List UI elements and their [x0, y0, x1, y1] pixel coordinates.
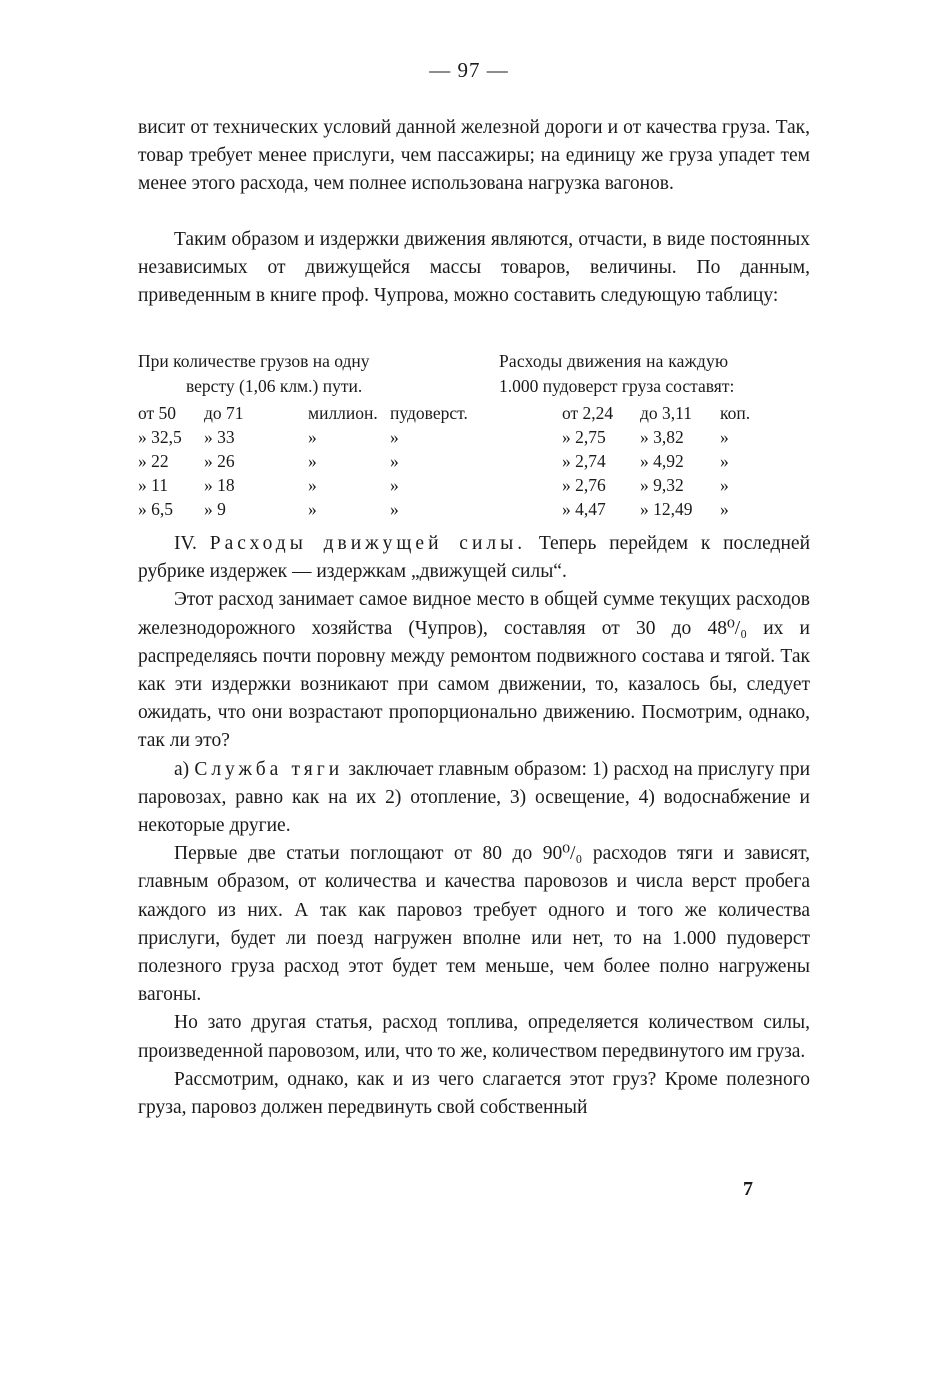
cell-cost-to: » 12,49 [640, 499, 693, 519]
text-block-intro [138, 226, 810, 311]
cell-cost-unit: » [720, 427, 729, 447]
signature-mark: 7 [743, 1178, 753, 1200]
cell-from: » 11 [138, 475, 168, 495]
cell-from: » 32,5 [138, 427, 182, 447]
cell-to: » 26 [204, 451, 235, 471]
cell-cost-from: » 4,47 [562, 499, 606, 519]
cell-cost-to: до 3,11 [640, 403, 693, 423]
cell-from: » 22 [138, 451, 169, 471]
cell-cost-from: » 2,75 [562, 427, 606, 447]
cell-unit-1: миллион. [308, 403, 378, 423]
cell-cost-from: от 2,24 [562, 403, 614, 423]
cell-cost-to: » 3,82 [640, 427, 684, 447]
table-header-left-line-1: При количестве грузов на одну [138, 351, 370, 371]
cell-unit-1: » [308, 427, 317, 447]
paragraph-3: Этот расход занимает самое видное место в общей сумме текущих расходов железнодорожного хозяйства (Чупров), составляя от 30 до 48⁰/₀ их и распределяясь почти поровну между ремонтом подвижного состава и тягой. Так как эти издержки возникают при самом движении, то, казалось бы, следует ожидать, что они возрастают пропорционально движению. Посмотрим, однако, так ли это? [138, 589, 810, 752]
cell-cost-from: » 2,74 [562, 451, 606, 471]
cell-cost-unit: » [720, 475, 729, 495]
section-iv-text: Теперь перейдем к последней рубрике издержек — издержкам „движущей силы“. [138, 533, 810, 583]
cell-unit-1: » [308, 475, 317, 495]
paragraph-4 [138, 756, 810, 841]
table-row [138, 473, 810, 497]
cell-unit-2: пудоверст. [390, 403, 468, 423]
paragraph-5: Первые две статьи поглощают от 80 до 90⁰/₀ расходов тяги и зависят, главным образом, от количества и качества паровозов и числа верст пробега каждого из них. А так как паровоз требует одного и того же количества прислуги, будет ли поезд нагружен вполне или нет, то на 1.000 пудоверст полезного груза расход этот будет тем меньше, чем более полно нагружены вагоны. [138, 843, 810, 1006]
cell-to: » 9 [204, 499, 226, 519]
cell-from: от 50 [138, 403, 177, 423]
cell-unit-1: » [308, 451, 317, 471]
cell-unit-2: » [390, 475, 399, 495]
cell-unit-1: » [308, 499, 317, 519]
cell-unit-2: » [390, 427, 399, 447]
cell-cost-from: » 2,76 [562, 475, 606, 495]
cell-cost-unit: коп. [720, 403, 751, 423]
section-iv-heading: Расходы движущей силы. [209, 533, 527, 554]
table-row [138, 401, 810, 425]
text-block-top [138, 114, 810, 199]
table-body [138, 401, 810, 521]
section-iv-number: IV. [174, 533, 197, 554]
table-row [138, 425, 810, 449]
section-iv-paragraph [138, 530, 810, 586]
cell-cost-to: » 9,32 [640, 475, 684, 495]
table-header-right [499, 349, 819, 398]
table-header-left [138, 349, 458, 398]
cell-to: » 18 [204, 475, 235, 495]
paragraph-4-prefix: а) [174, 758, 190, 780]
table-header-right-line-2: 1.000 пудоверст груза составят: [499, 375, 735, 396]
cell-to: » 33 [204, 427, 235, 447]
cell-cost-unit: » [720, 499, 729, 519]
table-row [138, 497, 810, 521]
paragraph-4-text: заключает главным образом: 1) расход на прислугу при паровозах, равно как на их 2) отопление, 3) освещение, 4) водоснабжение и некоторые другие. [138, 758, 811, 837]
page-number: — 97 — [429, 58, 509, 82]
table-row [138, 449, 810, 473]
paragraph-6: Но зато другая статья, расход топлива, определяется количеством силы, произведенной паровозом, или, что то же, количеством передвинутого им груза. [138, 1012, 810, 1062]
cell-unit-2: » [390, 499, 399, 519]
cell-unit-2: » [390, 451, 399, 471]
table-header-left-line-2: версту (1,06 клм.) пути. [186, 375, 363, 396]
cell-from: » 6,5 [138, 499, 173, 519]
cell-to: до 71 [204, 403, 244, 423]
paragraph-7: Рассмотрим, однако, как и из чего слагается этот груз? Кроме полезного груза, паровоз должен передвинуть свой собственный [138, 1068, 810, 1119]
cell-cost-unit: » [720, 451, 729, 471]
paragraph-2: Таким образом и издержки движения являются, отчасти, в виде постоянных независимых от движущейся массы товаров, величины. По данным, приведенным в книге проф. Чупрова, можно составить следующую таблицу: [138, 229, 810, 307]
paragraph-1: висит от технических условий данной железной дороги и от качества груза. Так, товар требует менее прислуги, чем пассажиры; на единицу же груза упадет тем менее этого расхода, чем полнее использована нагрузка вагонов. [138, 117, 810, 195]
cell-cost-to: » 4,92 [640, 451, 684, 471]
table-header-right-line-1: Расходы движения на каждую [499, 351, 729, 371]
text-block-main [138, 530, 810, 1122]
traction-service-heading: Служба тяги [194, 758, 344, 780]
